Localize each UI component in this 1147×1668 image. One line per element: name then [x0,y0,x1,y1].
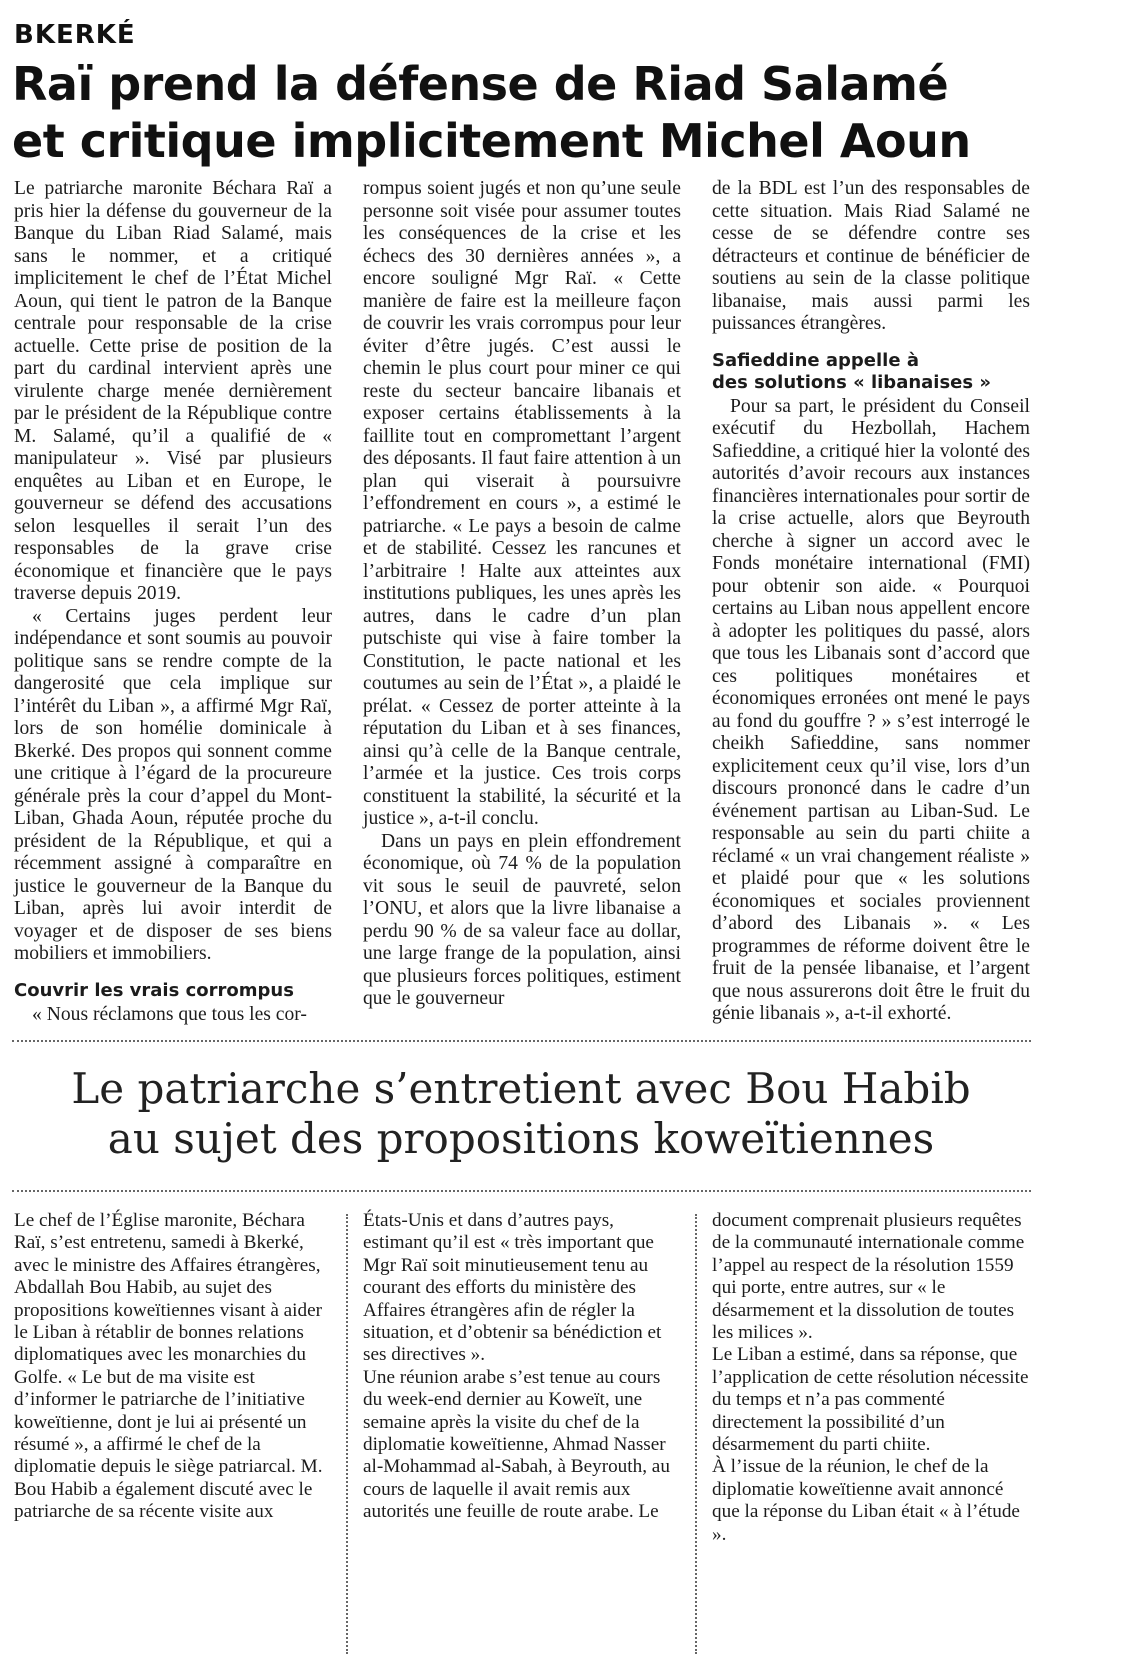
article-column-2 [363,178,681,1011]
paragraph: Une réunion arabe s’est tenue au cours du week-end dernier au Koweït, une semaine après la visite du chef de la diplomatie koweïtienne, Ahmad Nasser al-Mohammad al-Sabah, à Beyrouth, au cours de laquelle il avait remis aux autorités une feuille de route arabe. Le [363,1366,670,1523]
headline-line-1: Raï prend la défense de Riad Salamé [12,57,949,111]
article2-column-3 [712,1210,1030,1546]
article2-column-1 [14,1210,332,1524]
headline-line-1: Le patriarche s’entretient avec Bou Habib [71,1064,971,1113]
paragraph: Pour sa part, le président du Conseil exécutif du Hezbollah, Hachem Safieddine, a critiqué hier la volonté des autorités d’avoir recours aux instances financières internationales pour sortir de la crise actuelle, alors que Beyrouth cherche à signer un accord avec le Fonds monétaire international (FMI) pour obtenir son aide. « Pourquoi certains au Liban nous appellent encore à adopter les politiques du passé, alors que tous les Libanais sont d’accord que ces politiques monétaires et économiques erronées ont mené le pays au fond du gouffre ? » s’est interrogé le cheikh Safieddine, sans nommer explicitement ceux qu’il vise, lors d’un discours prononcé dans le cadre d’un événement partisan au Liban-Sud. Le responsable au sein du parti chiite a réclamé « un vrai changement réaliste » et plaidé pour que « les solutions économiques et sociales proviennent d’abord des Libanais ». « Les programmes de réforme doivent être le fruit de la pensée libanaise, et l’argent que nous assurerons doit être le fruit du génie libanais », a-t-il exhorté. [712,395,1030,1024]
paragraph: Le Liban a estimé, dans sa réponse, que l’application de cette résolution nécessite du temps et n’a pas commenté directement la possibilité d’un désarmement du parti chiite. [712,1344,1029,1456]
paragraph: Le chef de l’Église maronite, Béchara Raï, s’est entretenu, samedi à Bkerké, avec le ministre des Affaires étrangères, Abdallah Bou Habib, au sujet des propositions koweïtiennes visant à aider le Liban à rétablir de bonnes relations diplomatiques avec les monarchies du Golfe. « Le but de ma visite est d’informer le patriarche de l’initiative koweïtienne, dont je lui ai présenté un résumé », a affirmé le chef de la diplomatie depuis le siège patriarcal. M. Bou Habib a également discuté avec le patriarche de sa récente visite aux [14,1210,323,1523]
column-divider [346,1214,348,1654]
column-divider [695,1214,697,1654]
paragraph: de la BDL est l’un des responsables de cette situation. Mais Riad Salamé ne cesse de se défendre contre ses détracteurs et continue de bénéficier de soutiens au sein de la classe politique libanaise, mais aussi parmi les puissances étrangères. [712,178,1030,334]
paragraph: États-Unis et dans d’autres pays, estimant qu’il est « très important que Mgr Raï soit minutieusement tenu au courant des efforts du ministère des Affaires étrangères afin de régler la situation, et d’obtenir sa bénédiction et ses directives ». [363,1210,662,1366]
section-divider [12,1040,1031,1042]
article-headline [12,56,1012,170]
paragraph: rompus soient jugés et non qu’une seule personne soit visée pour assumer toutes les conséquences de la crise et les échecs des 30 dernières années », a encore souligné Mgr Raï. « Cette manière de faire est la meilleure façon de couvrir les vrais corrompus pour leur éviter d’être jugés. C’est aussi le chemin le plus court pour miner ce qui reste du secteur bancaire libanais et exposer certains établissements à la faillite tout en compromettant l’argent des déposants. Il faut faire attention à un plan qui viserait à poursuivre l’effondrement en cours », a estimé le patriarche. « Le pays a besoin de calme et de stabilité. Cessez les rancunes et l’arbitraire ! Halte aux atteintes aux institutions publiques, les unes après les autres, dans le cadre d’un plan putschiste qui vise à faire tomber la Constitution, le pacte national et les coutumes au sein de l’État », a plaidé le prélat. « Cessez de porter atteinte à la réputation du Liban et à ses finances, ainsi qu’à celle de la Banque centrale, l’armée et la justice. Ces trois corps constituent la stabilité, la sécurité et la justice », a-t-il conclu. [363,178,681,829]
paragraph: « Nous réclamons que tous les cor- [32,1003,307,1025]
paragraph: Le patriarche maronite Béchara Raï a pris hier la défense du gouverneur de la Banque du Liban Riad Salamé, mais sans le nommer, et a critiqué implicitement le chef de l’État Michel Aoun, qui tient le patron de la Banque centrale pour responsable de la crise actuelle. Cette prise de position de la part du cardinal intervient après une virulente charge menée dernièrement par le président de la République contre M. Salamé, qu’il a qualifié de « manipulateur ». Visé par plusieurs enquêtes au Liban et en Europe, le gouverneur se défend des accusations selon lesquelles il serait l’un des responsables de la grave crise économique et financière que le pays traverse depuis 2019. [14,178,332,604]
article-column-3 [712,178,1030,1026]
subheading-line-2: des solutions « libanaises » [712,371,991,393]
headline-line-2: au sujet des propositions koweïtiennes [107,1114,935,1163]
article2-headline [12,1064,1030,1164]
paragraph: À l’issue de la réunion, le chef de la diplomatie koweïtienne avait annoncé que la réponse du Liban était « à l’étude ». [712,1456,1020,1545]
subheading [712,350,1030,394]
subheading: Couvrir les vrais corrompus [14,979,294,1001]
article2-column-2 [363,1210,681,1524]
section-divider [12,1190,1031,1192]
paragraph: « Certains juges perdent leur indépendance et sont soumis au pouvoir politique sans se rendre compte de la dangerosité que cela implique sur l’intérêt du Liban », a affirmé Mgr Raï, lors de son homélie dominicale à Bkerké. Des propos qui sonnent comme une critique à l’égard de la procureure générale près la cour d’appel du Mont-Liban, Ghada Aoun, réputée proche du président de la République, et qui a récemment assigné à comparaître en justice le gouverneur de la Banque du Liban, après lui avoir interdit de voyager et de disposer de ses biens mobiliers et immobiliers. [14,605,332,964]
paragraph: document comprenait plusieurs requêtes de la communauté internationale comme l’appel au respect de la résolution 1559 qui porte, entre autres, sur « le désarmement et la dissolution de toutes les milices ». [712,1210,1025,1344]
paragraph: Dans un pays en plein effondrement économique, où 74 % de la population vit sous le seuil de pauvreté, selon l’ONU, et alors que la livre libanaise a perdu 90 % de sa valeur face au dollar, une large frange de la population, ainsi que plusieurs forces politiques, estiment que le gouverneur [363,830,681,1009]
subheading-line-1: Safieddine appelle à [712,349,919,371]
section-kicker: BKERKÉ [14,20,136,50]
article-column-1 [14,178,332,1026]
headline-line-2: et critique implicitement Michel Aoun [12,114,971,168]
